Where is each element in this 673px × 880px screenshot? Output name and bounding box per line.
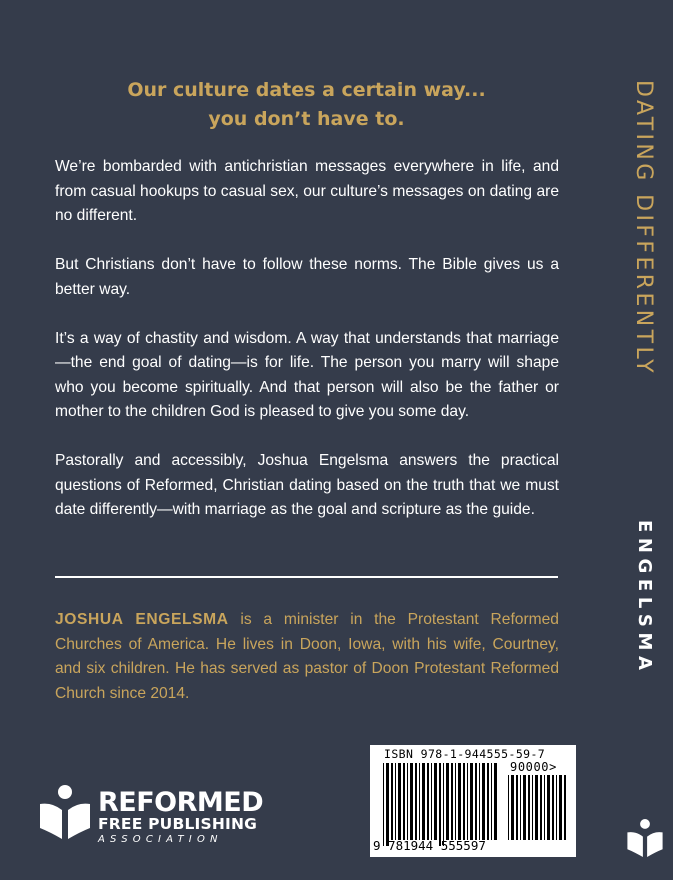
barcode-digits: 9 781944 555597 (373, 838, 486, 853)
barcode-bar (535, 775, 538, 840)
barcode-bar (398, 763, 401, 840)
barcode-bar (395, 763, 396, 840)
barcode-bar (434, 763, 437, 840)
description-paragraph-3: It’s a way of chastity and wisdom. A way that understands that marriage—the end goal of dating—is for life. The person you marry will shape who you become spiritually. And that person will also be the father or mother to the children God is pleased to give you some day. (55, 329, 559, 420)
book-description (55, 155, 559, 547)
price-code: 90000> (510, 760, 557, 774)
spine-author: ENGELSMA (634, 520, 655, 676)
publisher-line-2: FREE PUBLISHING (98, 815, 258, 833)
publisher-logo-icon (626, 812, 664, 864)
tagline-line-2: you don’t have to. (208, 108, 405, 130)
barcode-bar (427, 763, 429, 840)
barcode-bar (410, 763, 413, 840)
tagline (55, 76, 558, 134)
barcode-bar (467, 763, 468, 840)
barcode-bar (455, 763, 456, 840)
barcode-bar (422, 763, 425, 840)
barcode-bar (520, 775, 521, 840)
barcode-bar (391, 763, 393, 840)
barcode-bar (559, 775, 562, 840)
barcode-bar (439, 763, 441, 846)
publisher-line-1: REFORMED (98, 787, 264, 818)
barcode-bar (508, 775, 509, 840)
barcode-bar (383, 763, 384, 846)
barcode-bar (475, 763, 477, 840)
description-paragraph-4: Pastorally and accessibly, Joshua Engelsma answers the practical questions of Reformed, Christian dating based on the truth that we must date differently—with marriage as the goal and scripture as the guide. (55, 452, 559, 518)
barcode-addon-bars (508, 775, 566, 840)
description-paragraph-2: But Christians don’t have to follow these norms. The Bible gives us a better way. (55, 256, 559, 298)
barcode-bar (431, 763, 432, 840)
barcode-bar (523, 775, 526, 840)
publisher-line-3: ASSOCIATION (98, 834, 223, 845)
barcode-bar (564, 775, 566, 840)
barcode-bar (479, 763, 480, 840)
barcode-bar (470, 763, 473, 840)
author-bio-text: is a minister in the Protestant Reformed Churches of America. He lives in Doon, Iowa, with his wife, Courtney, and six children. He has served as pastor of Doon Protestant Reformed Church since 2014. (55, 611, 559, 702)
barcode-bar (540, 775, 542, 840)
barcode-bar (487, 763, 489, 840)
barcode-bar (403, 763, 405, 840)
isbn-barcode (370, 745, 576, 857)
barcode-bar (415, 763, 417, 840)
barcode-bar (491, 763, 492, 840)
barcode-main-bars (383, 763, 497, 846)
barcode-bar (407, 763, 408, 840)
barcode-bar (511, 775, 514, 840)
author-name: JOSHUA ENGELSMA (55, 611, 229, 628)
barcode-bar (451, 763, 453, 840)
publisher-logo-icon (38, 784, 92, 840)
barcode-bar (494, 763, 497, 840)
tagline-line-1: Our culture dates a certain way... (127, 79, 486, 101)
barcode-bar (386, 763, 389, 846)
barcode-bar (552, 775, 554, 840)
isbn-label: ISBN 978-1-944555-59-7 (384, 747, 546, 761)
barcode-bar (547, 775, 550, 840)
spine (612, 0, 673, 880)
barcode-bar (419, 763, 420, 840)
barcode-bar (516, 775, 518, 840)
barcode-bar (556, 775, 557, 840)
barcode-bar (532, 775, 533, 840)
barcode-bar (463, 763, 465, 840)
barcode-bar (443, 763, 444, 846)
barcode-bar (528, 775, 530, 840)
barcode-bar (544, 775, 545, 840)
divider (55, 576, 558, 578)
author-bio (55, 608, 559, 706)
barcode-bar (482, 763, 485, 840)
description-paragraph-1: We’re bombarded with antichristian messages everywhere in life, and from casual hookups to casual sex, our culture’s messages on dating are no different. (55, 158, 559, 224)
publisher-name (98, 789, 263, 847)
barcode-bar (446, 763, 449, 840)
barcode-bar (458, 763, 461, 840)
spine-title: DATING DIFFERENTLY (631, 80, 656, 377)
